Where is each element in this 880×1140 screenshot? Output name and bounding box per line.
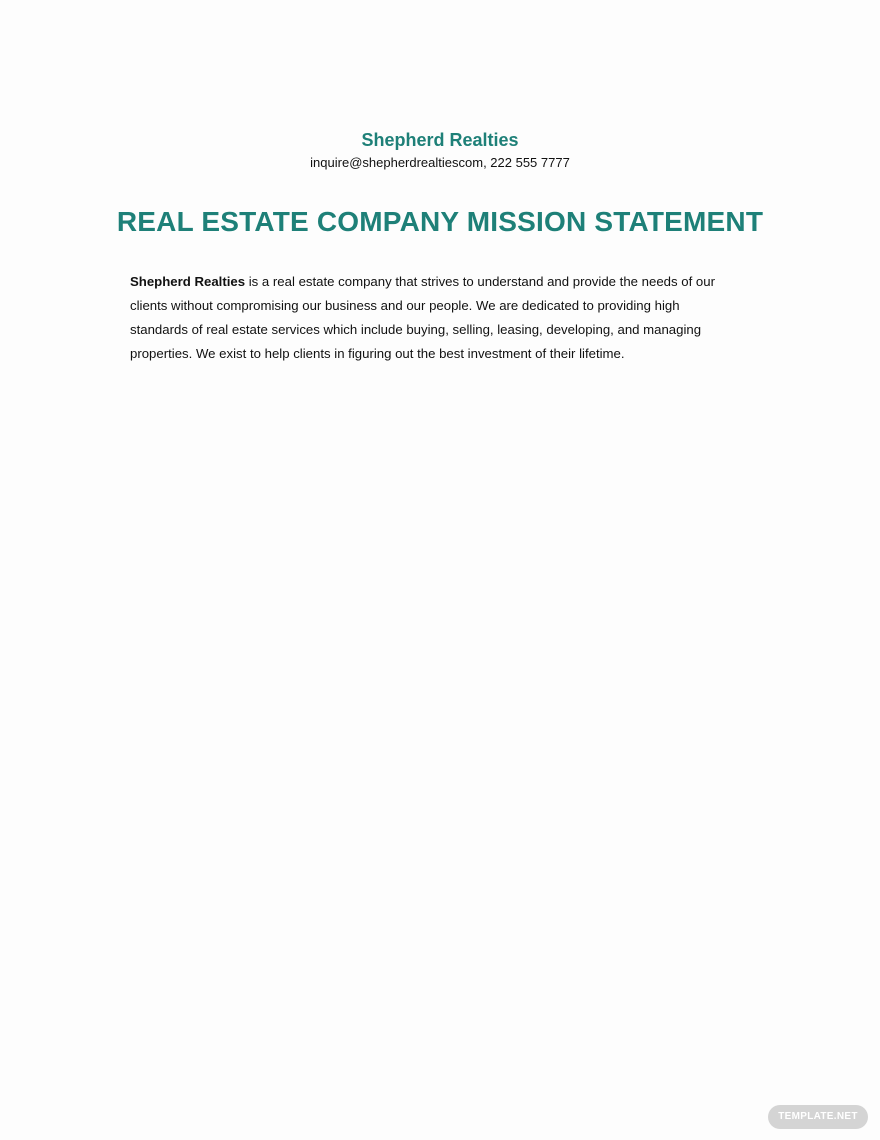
company-name-inline: Shepherd Realties	[130, 274, 246, 289]
mission-text: is a real estate company that strives to understand and provide the needs of our clients without compromising our business and our people. We are dedicated to providing high standards of real estate services which include buying, selling, leasing, developing, and managing properties. We exist to help clients in figuring out the best investment of their lifetime.	[130, 274, 715, 361]
document-title: REAL ESTATE COMPANY MISSION STATEMENT	[116, 206, 764, 237]
mission-paragraph	[130, 270, 740, 366]
template-watermark-badge: TEMPLATE.NET	[768, 1105, 868, 1129]
contact-line: inquire@shepherdrealtiescom, 222 555 7777	[310, 155, 570, 170]
company-name: Shepherd Realties	[361, 130, 519, 150]
